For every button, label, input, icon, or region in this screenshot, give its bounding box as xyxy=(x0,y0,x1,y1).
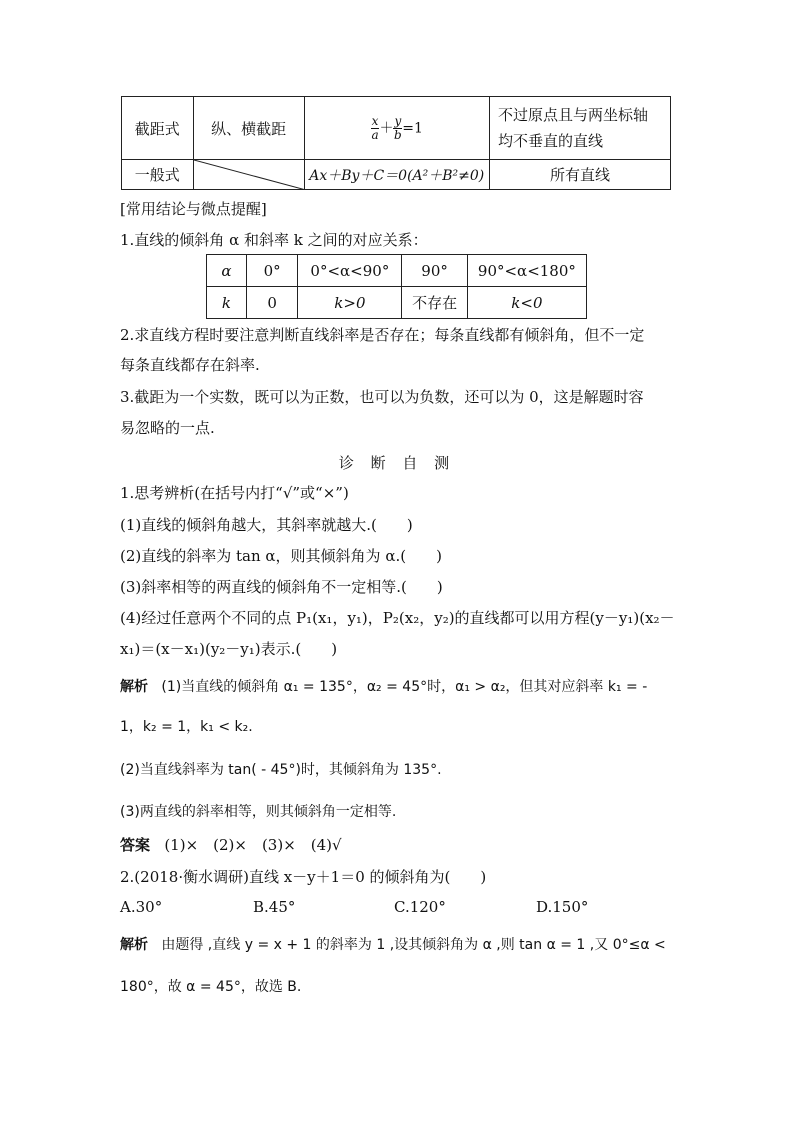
table-cell: 0° xyxy=(246,255,298,287)
form-scope-cell: 不过原点且与两坐标轴 均不垂直的直线 xyxy=(489,97,670,160)
table-cell: 0°<α<90° xyxy=(298,255,402,287)
diagnosis-title: 诊 断 自 测 xyxy=(338,454,456,472)
section-heading: [常用结论与微点提醒] xyxy=(120,200,267,218)
analysis-2-line-1: 解析 由题得 ,直线 y = x + 1 的斜率为 1 ,设其倾斜角为 α ,则 tan α = 1 ,又 0°≤α < xyxy=(120,937,666,953)
analysis-1-line-3: (2)当直线斜率为 tan( - 45°)时，其倾斜角为 135°. xyxy=(120,762,442,778)
question-2-option-b: B.45° xyxy=(253,898,296,916)
table-cell: α xyxy=(207,255,247,287)
question-1-item-1: (1)直线的倾斜角越大，其斜率就越大.( ) xyxy=(120,516,413,534)
question-1-item-2: (2)直线的斜率为 tan α，则其倾斜角为 α.( ) xyxy=(120,547,442,565)
line-forms-table xyxy=(121,96,671,190)
form-params-cell: 纵、横截距 xyxy=(193,97,304,160)
form-name-cell: 一般式 xyxy=(122,160,194,190)
item-3-line-2: 易忽略的一点. xyxy=(120,419,215,437)
question-2-option-a: A.30° xyxy=(120,898,163,916)
table-row xyxy=(122,97,671,160)
diagonal-line xyxy=(194,160,306,190)
table-cell: 90°<α<180° xyxy=(467,255,586,287)
analysis-label: 解析 xyxy=(120,679,148,695)
table-row xyxy=(207,287,587,319)
analysis-label: 解析 xyxy=(120,937,148,953)
diagonal-empty-cell xyxy=(193,160,304,190)
table-cell: 0 xyxy=(246,287,298,319)
question-2-option-c: C.120° xyxy=(394,898,446,916)
table-cell: k xyxy=(207,287,247,319)
form-scope-cell: 所有直线 xyxy=(489,160,670,190)
analysis-1-line-2: 1，k₂ = 1，k₁ < k₂. xyxy=(120,719,253,735)
table-row xyxy=(122,160,671,190)
question-2-option-d: D.150° xyxy=(536,898,589,916)
item-2-line-2: 每条直线都存在斜率. xyxy=(120,356,260,374)
form-formula-cell: $\frac{x}{a}$ ＋ $\frac{y}{b}$ =1 xyxy=(304,97,489,160)
item-3-line-1: 3.截距为一个实数，既可以为正数，也可以为负数，还可以为 0，这是解题时容 xyxy=(120,388,644,406)
question-2-title: 2.(2018·衡水调研)直线 x－y＋1＝0 的倾斜角为( ) xyxy=(120,868,487,886)
question-1-item-4: (4)经过任意两个不同的点 P₁(x₁，y₁)，P₂(x₂，y₂)的直线都可以用方程(y－y₁)(x₂－ xyxy=(120,609,675,627)
fraction-x-over-a: $\frac{x}{a}$ xyxy=(371,113,379,142)
table-cell: k>0 xyxy=(298,287,402,319)
question-1-item-3: (3)斜率相等的两直线的倾斜角不一定相等.( ) xyxy=(120,578,443,596)
table-cell: 90° xyxy=(402,255,467,287)
form-name-cell: 截距式 xyxy=(122,97,194,160)
table-row xyxy=(207,255,587,287)
analysis-1-line-1: 解析 (1)当直线的倾斜角 α₁ = 135°，α₂ = 45°时，α₁ > α₂，但其对应斜率 k₁ = - xyxy=(120,679,648,695)
analysis-2-line-2: 180°，故 α = 45°，故选 B. xyxy=(120,979,302,995)
answer-label: 答案 xyxy=(120,836,151,854)
item-2-line-1: 2.求直线方程时要注意判断直线斜率是否存在；每条直线都有倾斜角，但不一定 xyxy=(120,326,645,344)
form-formula-cell: Ax＋By＋C＝0(A²＋B²≠0) xyxy=(304,160,489,190)
table-cell: 不存在 xyxy=(402,287,467,319)
question-1-title: 1.思考辨析(在括号内打“√”或“×”) xyxy=(120,484,349,502)
fraction-y-over-b: $\frac{y}{b}$ xyxy=(393,113,402,142)
item-1-title: 1.直线的倾斜角 α 和斜率 k 之间的对应关系： xyxy=(120,231,428,249)
table-cell: k<0 xyxy=(467,287,586,319)
angle-slope-table xyxy=(206,254,587,319)
question-1-item-4-cont: x₁)＝(x－x₁)(y₂－y₁)表示.( ) xyxy=(120,640,338,658)
answer-1: 答案 (1)× (2)× (3)× (4)√ xyxy=(120,836,342,854)
analysis-1-line-4: (3)两直线的斜率相等，则其倾斜角一定相等. xyxy=(120,804,397,820)
